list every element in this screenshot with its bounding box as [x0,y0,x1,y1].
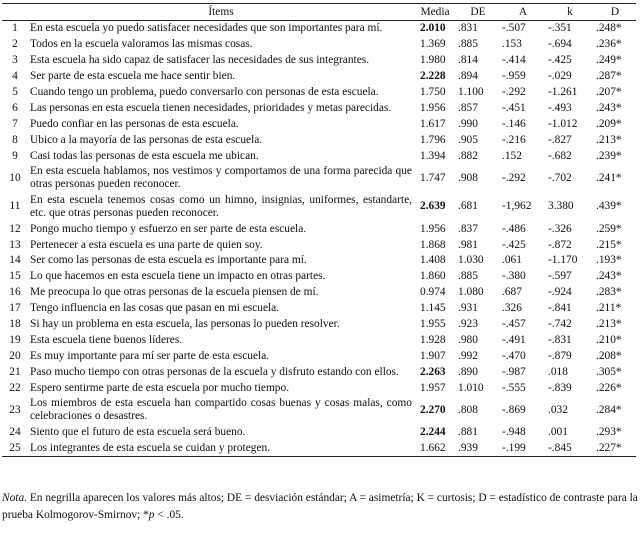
item-number: 21 [9,365,21,378]
item-number: 1 [12,22,18,35]
table-row [2,396,636,425]
a-value: .687 [502,286,522,299]
media-value: 1.617 [420,117,446,130]
k-value: -.702 [548,171,572,184]
media-value: 1.796 [420,133,446,146]
media-value: 1.394 [420,149,446,162]
table-row [2,85,636,101]
item-number: 10 [9,171,21,184]
a-value: .061 [502,254,522,267]
item-text [28,164,414,193]
d-value: .243* [596,101,622,114]
media-value: 1.956 [420,101,446,114]
item-text [28,285,414,301]
table-body [2,21,636,457]
k-value: 3.380 [548,200,574,213]
k-value: -.839 [548,381,572,394]
table-row [2,332,636,348]
a-value: .152 [502,149,522,162]
item-text [28,425,414,441]
item-text-content: Me preocupa lo que otras personas de la escuela piensen de mí. [30,286,319,299]
a-value: -.292 [502,171,526,184]
item-text [28,85,414,101]
item-text-content: Esta escuela tiene buenos líderes. [30,333,183,346]
media-value: 1.145 [420,302,446,315]
item-text [28,132,414,148]
de-value: 1.080 [458,286,484,299]
d-value: .241* [596,171,622,184]
table-row [2,164,636,193]
item-number: 18 [9,317,21,330]
item-number: 24 [9,426,21,439]
item-text-content: Ser parte de esta escuela me hace sentir bien. [30,70,236,83]
d-value: .236* [596,38,622,51]
de-value: .882 [458,149,478,162]
media-value: 2.010 [420,22,446,35]
a-value: -.959 [502,70,526,83]
item-text-content: En esta escuela hablamos, nos vestimos y comportamos de una forma parecida que otras personas pueden reconocer. [30,165,412,191]
item-number: 13 [9,238,21,251]
table-row [2,21,636,37]
item-text-content: En esta escuela tenemos cosas como un himno, insignias, uniformes, estandarte, etc. que otras personas pueden reconocer. [30,193,412,219]
table-row [2,269,636,285]
k-value: -.879 [548,349,572,362]
item-text-content: Cuando tengo un problema, puedo conversarlo con personas de esta escuela. [30,86,379,98]
table-row [2,285,636,301]
de-value: .885 [458,270,478,283]
k-value: -1.012 [548,117,578,130]
media-value: 1.750 [420,86,446,98]
de-value: .931 [458,302,478,315]
d-value: .283* [596,286,622,299]
item-text [28,116,414,132]
table-row [2,237,636,253]
item-text-content: Puedo confiar en las personas de esta escuela. [30,117,239,130]
k-value: -1.170 [548,254,578,267]
d-value: .210* [596,333,622,346]
table-row [2,253,636,269]
item-text-content: Esta escuela ha sido capaz de satisfacer las necesidades de sus integrantes. [30,54,370,67]
de-value: .992 [458,349,478,362]
table-row [2,53,636,69]
item-number: 4 [12,70,18,83]
media-value: 1.860 [420,270,446,283]
a-value: -.470 [502,349,526,362]
de-value: .981 [458,238,478,251]
media-value: 1.928 [420,333,446,346]
note-label: Nota [2,492,25,504]
header-row [2,4,636,21]
item-text [28,237,414,253]
d-value: .211* [596,302,622,315]
media-value: 2.270 [420,403,446,416]
item-text-content: Pertenecer a esta escuela es una parte de quien soy. [30,238,263,251]
item-text [28,396,414,425]
table-row [2,116,636,132]
a-value: -.146 [502,117,526,130]
de-value: .831 [458,22,478,35]
item-number: 15 [9,270,21,283]
d-value: .305* [596,365,622,378]
k-value: -.351 [548,22,572,35]
media-value: 1.956 [420,222,446,235]
d-value: .439* [596,200,622,213]
item-text-content: Si hay un problema en esta escuela, las personas lo pueden resolver. [30,317,340,330]
a-value: -.380 [502,270,526,283]
de-value: .814 [458,54,478,67]
k-value: -.845 [546,440,594,456]
note-p-symbol: p [148,509,155,521]
d-value: .249* [596,54,622,67]
item-text-content: Casi todas las personas de esta escuela me ubican. [30,149,259,162]
a-value: -.451 [502,101,526,114]
a-value: -.216 [502,133,526,146]
item-number: 2 [12,38,18,51]
de-value: 1.100 [458,86,484,98]
media-value: 1.957 [420,381,446,394]
a-value: -.457 [502,317,526,330]
k-value: -.326 [548,222,572,235]
item-text-content: Tengo influencia en las cosas que pasan en mi escuela. [30,302,280,315]
k-value: .032 [548,403,568,416]
k-value: -.742 [548,317,572,330]
d-value: .208* [596,349,622,362]
item-text-content: Todos en la escuela valoramos las mismas cosas. [30,38,253,51]
item-text [28,348,414,364]
header-de: DE [456,4,500,21]
k-value: -.493 [548,101,572,114]
de-value: .908 [458,171,478,184]
d-value: .227* [594,440,636,456]
k-value: -.682 [548,149,572,162]
de-value: .885 [458,38,478,51]
de-value: .681 [458,200,478,213]
item-number: 5 [12,86,18,98]
d-value: .193* [596,254,622,267]
item-text [28,269,414,285]
table-row [2,132,636,148]
de-value: 1.010 [458,381,484,394]
item-text-content: Las personas en esta escuela tienen necesidades, prioridades y metas parecidas. [30,101,392,114]
d-value: .284* [596,403,622,416]
header-items: Ítems [28,4,414,21]
item-text-content: Siento que el futuro de esta escuela será bueno. [30,426,246,439]
de-value: .939 [456,440,500,456]
k-value: .001 [548,426,568,439]
header-d: D [594,4,636,21]
d-value: .293* [596,426,622,439]
a-value: -.425 [502,238,526,251]
k-value: -.694 [548,38,572,51]
item-number: 25 [2,440,28,456]
header-a: A [500,4,546,21]
table-row [2,148,636,164]
header-media: Media [414,4,456,21]
item-text [28,332,414,348]
de-value: .881 [458,426,478,439]
item-number: 22 [9,381,21,394]
d-value: .248* [596,22,622,35]
a-value: -1,962 [502,200,532,213]
item-text-content: Lo que hacemos en esta escuela tiene un impacto en otras partes. [30,270,326,283]
item-text-content: Ubico a la mayoría de las personas de esta escuela. [30,133,263,146]
table-row [2,380,636,396]
media-value: 1.907 [420,349,446,362]
item-number: 3 [12,54,18,67]
header-number [2,4,28,21]
item-text [28,53,414,69]
item-text [28,37,414,53]
table-row [2,317,636,333]
k-value: -.425 [548,54,572,67]
item-text [28,380,414,396]
k-value: -.924 [548,286,572,299]
table-row [2,100,636,116]
table-row [2,69,636,85]
item-text [28,301,414,317]
a-value: -.869 [502,403,526,416]
header-k: k [546,4,594,21]
k-value: .018 [548,365,568,378]
de-value: .923 [458,317,478,330]
d-value: .287* [596,70,622,83]
de-value: .905 [458,133,478,146]
a-value: -.414 [502,54,526,67]
item-text [28,148,414,164]
item-number: 6 [12,101,18,114]
item-text [28,440,414,456]
table-row [2,37,636,53]
table-row [2,348,636,364]
table-note [2,490,638,524]
item-text [28,21,414,37]
item-number: 9 [12,149,18,162]
item-text [28,193,414,222]
a-value: -.507 [502,22,526,35]
table-row [2,364,636,380]
d-value: .259* [596,222,622,235]
item-number: 20 [9,349,21,362]
media-value: 1.980 [420,54,446,67]
de-value: .837 [458,222,478,235]
de-value: .894 [458,70,478,83]
item-text [28,364,414,380]
a-value: .326 [502,302,522,315]
d-value: .243* [596,270,622,283]
item-text-content: Pongo mucho tiempo y esfuerzo en ser parte de esta escuela. [30,222,307,235]
a-value: -.199 [500,440,546,456]
item-text [28,317,414,333]
item-text-content: Espero sentirme parte de esta escuela por mucho tiempo. [30,381,290,394]
media-value: 1.369 [420,38,446,51]
de-value: .857 [458,101,478,114]
item-number: 7 [12,117,18,130]
table-row [2,301,636,317]
item-text-content: Paso mucho tiempo con otras personas de la escuela y disfruto estando con ellos. [30,365,399,378]
a-value: -.491 [502,333,526,346]
media-value: 2.244 [420,426,446,439]
media-value: 1.955 [420,317,446,330]
k-value: -1.261 [548,86,578,98]
d-value: .213* [596,317,622,330]
item-number: 11 [9,200,21,213]
item-text [28,69,414,85]
de-value: 1.030 [458,254,484,267]
de-value: .980 [458,333,478,346]
de-value: .808 [458,403,478,416]
media-value: 1.662 [414,440,456,456]
table-row [2,193,636,222]
item-number: 12 [9,222,21,235]
media-value: 2.228 [420,70,446,83]
media-value: 1.868 [420,238,446,251]
item-number: 16 [9,286,21,299]
table-row [2,425,636,441]
d-value: .213* [596,133,622,146]
item-number: 8 [12,133,18,146]
de-value: .890 [458,365,478,378]
media-value: 0.974 [420,286,446,299]
item-text-content: Los miembros de esta escuela han compartido cosas buenas y cosas malas, como celebraciones o desastres. [30,397,412,423]
note-p-text: < .05. [154,509,184,521]
k-value: -.831 [548,333,572,346]
item-number: 17 [9,302,21,315]
media-value: 2.263 [420,365,446,378]
table-row [2,440,636,456]
item-text-content: En esta escuela yo puedo satisfacer necesidades que son importantes para mí. [30,22,383,35]
d-value: .226* [596,381,622,394]
a-value: -.948 [502,426,526,439]
item-text [28,100,414,116]
d-value: .215* [596,238,622,251]
table-row [2,221,636,237]
item-text-content: Los integrantes de esta escuela se cuidan y protegen. [30,441,271,454]
d-value: .239* [596,149,622,162]
a-value: -.486 [502,222,526,235]
item-number: 19 [9,333,21,346]
k-value: -.827 [548,133,572,146]
k-value: -.029 [548,70,572,83]
a-value: -.555 [502,381,526,394]
k-value: -.597 [548,270,572,283]
item-text-content: Ser como las personas de esta escuela es importante para mí. [30,254,307,267]
item-text [28,253,414,269]
d-value: .209* [596,117,622,130]
media-value: 1.408 [420,254,446,267]
d-value: .207* [596,86,622,98]
item-number: 14 [9,254,21,267]
a-value: -.292 [502,86,526,98]
a-value: .153 [502,38,522,51]
de-value: .990 [458,117,478,130]
k-value: -.872 [548,238,572,251]
item-text-content: Es muy importante para mí ser parte de esta escuela. [30,349,270,362]
k-value: -.841 [548,302,572,315]
note-text: . En negrilla aparecen los valores más altos; DE = desviación estándar; A = asimetría; K = curtosis; D = estadístico de contraste para la prueba Kolmogorov-Smirnov; * [2,492,638,521]
items-table [2,3,636,457]
media-value: 1.747 [420,171,446,184]
item-number: 23 [9,403,21,416]
media-value: 2.639 [420,200,446,213]
a-value: -.987 [502,365,526,378]
item-text [28,221,414,237]
